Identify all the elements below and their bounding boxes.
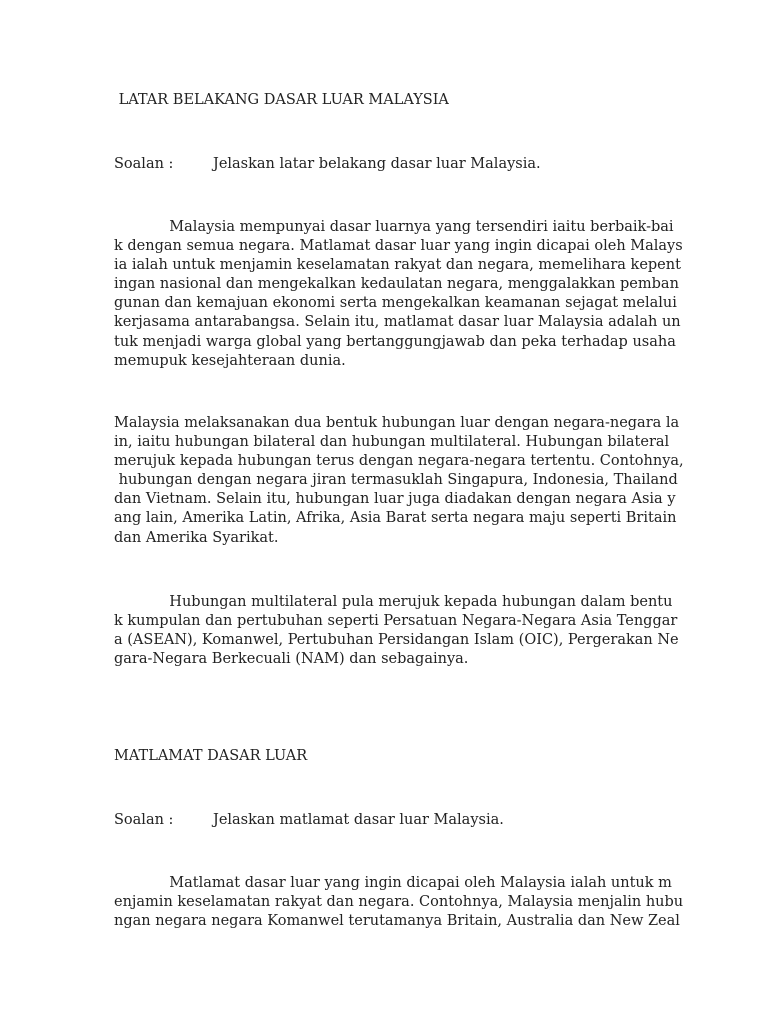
paragraph-line: a (ASEAN), Komanwel, Pertubuhan Persidangan Islam (OIC), Pergerakan Ne (114, 632, 679, 649)
paragraph-4 (114, 874, 684, 931)
paragraph-line: Matlamat dasar luar yang ingin dicapai oleh Malaysia ialah untuk m (114, 875, 672, 891)
paragraph-1 (114, 218, 683, 371)
question-row-1 (114, 156, 674, 172)
question-text: Jelaskan matlamat dasar luar Malaysia. (213, 812, 504, 828)
paragraph-line: ia ialah untuk menjamin keselamatan rakyat dan negara, memelihara kepent (114, 257, 681, 274)
paragraph-line: dan Vietnam. Selain itu, hubungan luar juga diadakan dengan negara Asia y (114, 491, 676, 508)
paragraph-line: Malaysia melaksanakan dua bentuk hubungan luar dengan negara-negara la (114, 415, 680, 431)
paragraph-line: memupuk kesejahteraan dunia. (114, 352, 346, 369)
section-heading-latar-belakang: LATAR BELAKANG DASAR LUAR MALAYSIA (114, 92, 449, 108)
question-row-2 (114, 812, 674, 828)
paragraph-2 (114, 414, 684, 548)
paragraph-line: k kumpulan dan pertubuhan seperti Persatuan Negara-Negara Asia Tenggar (114, 613, 678, 630)
question-text: Jelaskan latar belakang dasar luar Malaysia. (213, 156, 541, 172)
question-label: Soalan : (114, 812, 174, 828)
paragraph-line: Hubungan multilateral pula merujuk kepada hubungan dalam bentu (114, 594, 673, 610)
paragraph-3 (114, 593, 679, 669)
paragraph-line: k dengan semua negara. Matlamat dasar luar yang ingin dicapai oleh Malays (114, 238, 683, 255)
paragraph-line: ngan negara negara Komanwel terutamanya Britain, Australia dan New Zeal (114, 913, 680, 930)
paragraph-line: gara-Negara Berkecuali (NAM) dan sebagainya. (114, 651, 469, 668)
paragraph-line: ingan nasional dan mengekalkan kedaulatan negara, menggalakkan pemban (114, 276, 679, 293)
section-heading-matlamat: MATLAMAT DASAR LUAR (114, 748, 308, 764)
paragraph-line: tuk menjadi warga global yang bertanggungjawab dan peka terhadap usaha (114, 333, 676, 350)
paragraph-line: Malaysia mempunyai dasar luarnya yang tersendiri iaitu berbaik-bai (114, 219, 674, 235)
paragraph-line: dan Amerika Syarikat. (114, 529, 279, 546)
paragraph-line: ang lain, Amerika Latin, Afrika, Asia Barat serta negara maju seperti Britain (114, 510, 677, 527)
paragraph-line: gunan dan kemajuan ekonomi serta mengekalkan keamanan sejagat melalui (114, 295, 677, 312)
paragraph-line: kerjasama antarabangsa. Selain itu, matlamat dasar luar Malaysia adalah un (114, 314, 681, 331)
paragraph-line: in, iaitu hubungan bilateral dan hubungan multilateral. Hubungan bilateral (114, 434, 670, 451)
paragraph-line: merujuk kepada hubungan terus dengan negara-negara tertentu. Contohnya, (114, 453, 684, 470)
question-label: Soalan : (114, 156, 174, 172)
paragraph-line: hubungan dengan negara jiran termasuklah Singapura, Indonesia, Thailand (114, 472, 678, 489)
paragraph-line: enjamin keselamatan rakyat dan negara. Contohnya, Malaysia menjalin hubu (114, 894, 684, 911)
